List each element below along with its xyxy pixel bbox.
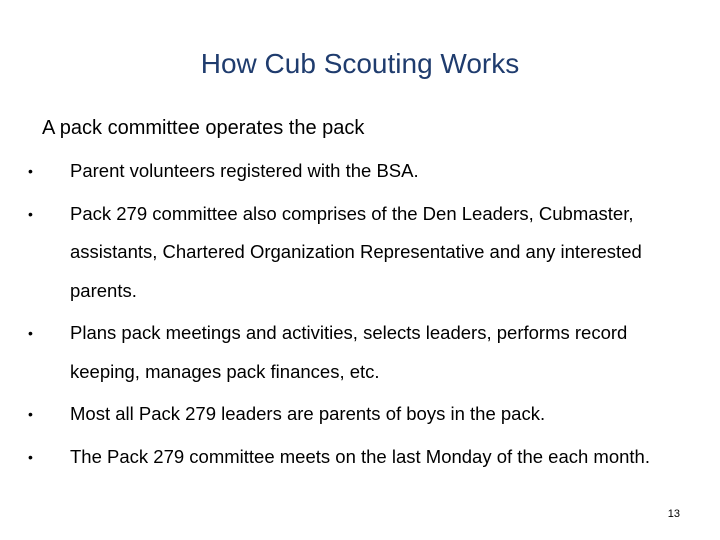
bullet-text: Most all Pack 279 leaders are parents of boys in the pack. (70, 403, 546, 424)
bullet-text: The Pack 279 committee meets on the last Monday of the each month. (70, 445, 650, 467)
bullet-text: Parent volunteers registered with the BSA. (70, 160, 419, 181)
slide-title: How Cub Scouting Works (200, 48, 520, 79)
bullet-item (28, 195, 688, 311)
bullet-text: Plans pack meetings and activities, selects leaders, performs record keeping, manages pack finances, etc. (70, 322, 628, 382)
bullet-icon: • (28, 448, 33, 465)
bullet-icon: • (28, 406, 33, 422)
bullet-item (28, 438, 688, 477)
bullet-item (28, 314, 688, 391)
bullet-icon: • (28, 205, 33, 222)
bullet-item (28, 395, 688, 434)
slide-subtitle: A pack committee operates the pack (42, 117, 365, 139)
bullet-item (28, 152, 688, 191)
bullet-icon: • (28, 325, 33, 341)
bullet-icon: • (28, 163, 33, 179)
bullet-list (28, 152, 688, 480)
page-number: 13 (667, 508, 680, 520)
bullet-text: Pack 279 committee also comprises of the Den Leaders, Cubmaster, assistants, Chartered Organization Representative and any interested parents. (70, 202, 642, 301)
